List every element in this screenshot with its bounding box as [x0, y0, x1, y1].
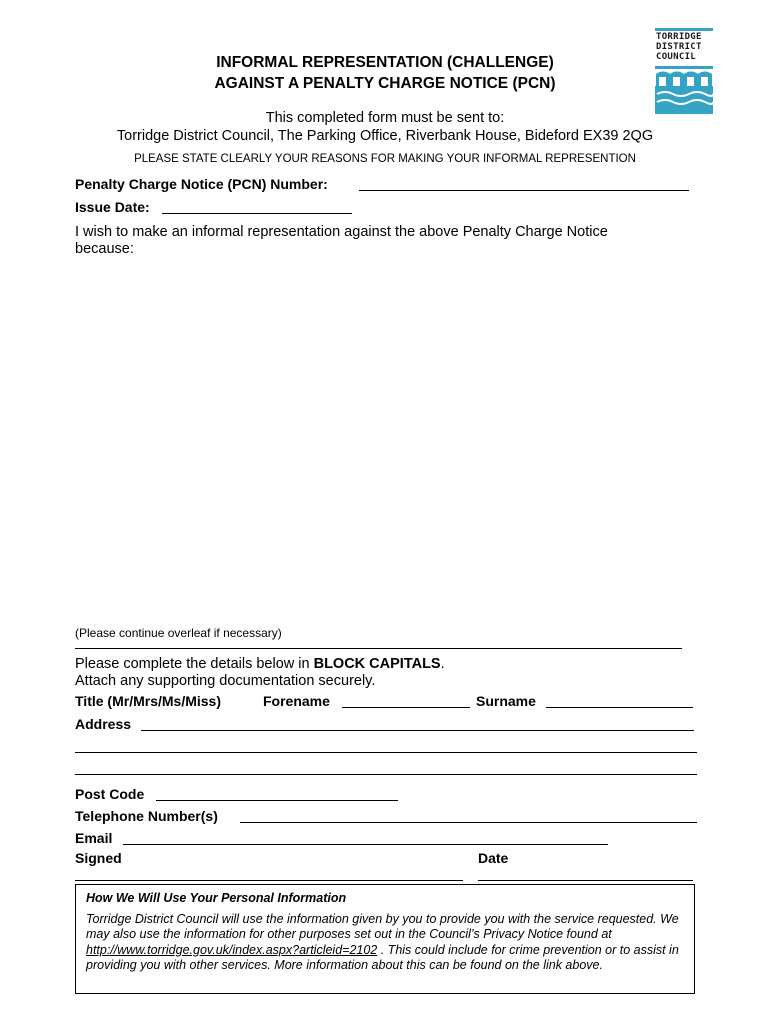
forename-field[interactable] [342, 707, 470, 708]
details-intro-prefix: Please complete the details below in [75, 656, 314, 672]
representation-reason-area[interactable] [75, 262, 685, 622]
address-field-line3[interactable] [75, 774, 697, 775]
privacy-notice-box [75, 884, 695, 994]
details-intro [75, 656, 445, 672]
representation-text-line2: because: [75, 241, 134, 257]
forename-label: Forename [263, 693, 330, 709]
privacy-heading: How We Will Use Your Personal Information [86, 891, 347, 905]
privacy-body [86, 912, 684, 974]
block-capitals-emphasis: BLOCK CAPITALS [313, 656, 441, 672]
issue-date-label: Issue Date: [75, 199, 150, 215]
surname-label: Surname [476, 693, 536, 709]
send-to-intro: This completed form must be sent to: [265, 110, 505, 126]
pcn-number-field[interactable] [359, 190, 689, 191]
form-title-line1: INFORMAL REPRESENTATION (CHALLENGE) [216, 54, 554, 71]
divider-line [75, 648, 682, 649]
issue-date-field[interactable] [162, 213, 352, 214]
date-field[interactable] [478, 880, 693, 881]
logo-text-line1: TORRIDGE [656, 32, 702, 42]
attach-note: Attach any supporting documentation securely. [75, 673, 376, 689]
logo-text-line3: COUNCIL [656, 52, 697, 62]
signed-label: Signed [75, 850, 122, 866]
details-intro-suffix: . [440, 656, 445, 672]
address-label: Address [75, 716, 132, 732]
logo-text-line2: DISTRICT [656, 42, 702, 52]
form-title-line2: AGAINST A PENALTY CHARGE NOTICE (PCN) [214, 75, 556, 92]
telephone-label: Telephone Number(s) [75, 808, 218, 824]
signature-field[interactable] [75, 880, 463, 881]
date-label: Date [478, 850, 509, 866]
send-to-address: Torridge District Council, The Parking Office, Riverbank House, Bideford EX39 2QG [116, 128, 654, 144]
continue-note: (Please continue overleaf if necessary) [75, 626, 282, 640]
email-field[interactable] [123, 844, 608, 845]
instruction-text: PLEASE STATE CLEARLY YOUR REASONS FOR MAKING YOUR INFORMAL REPRESENTION [134, 153, 636, 165]
telephone-field[interactable] [240, 822, 697, 823]
privacy-notice-link[interactable]: http://www.torridge.gov.uk/index.aspx?articleid=2102 [86, 942, 378, 957]
email-label: Email [75, 830, 113, 846]
title-label: Title (Mr/Mrs/Ms/Miss) [75, 693, 221, 709]
postcode-field[interactable] [156, 800, 398, 801]
privacy-text-part2: . This could include for crime prevention or to assist in providing you with other services. More information about this can be found on the link above. [86, 942, 679, 972]
surname-field[interactable] [546, 707, 693, 708]
address-field-line1[interactable] [141, 730, 694, 731]
postcode-label: Post Code [75, 786, 145, 802]
address-field-line2[interactable] [75, 752, 697, 753]
pcn-number-label: Penalty Charge Notice (PCN) Number: [75, 176, 328, 192]
privacy-text-part1: Torridge District Council will use the information given by you to provide you with the service requested. We may also use the information for other purposes set out in the Council’s Privacy Notice found at [86, 911, 679, 941]
representation-text-line1: I wish to make an informal representation against the above Penalty Charge Notice [75, 224, 608, 240]
